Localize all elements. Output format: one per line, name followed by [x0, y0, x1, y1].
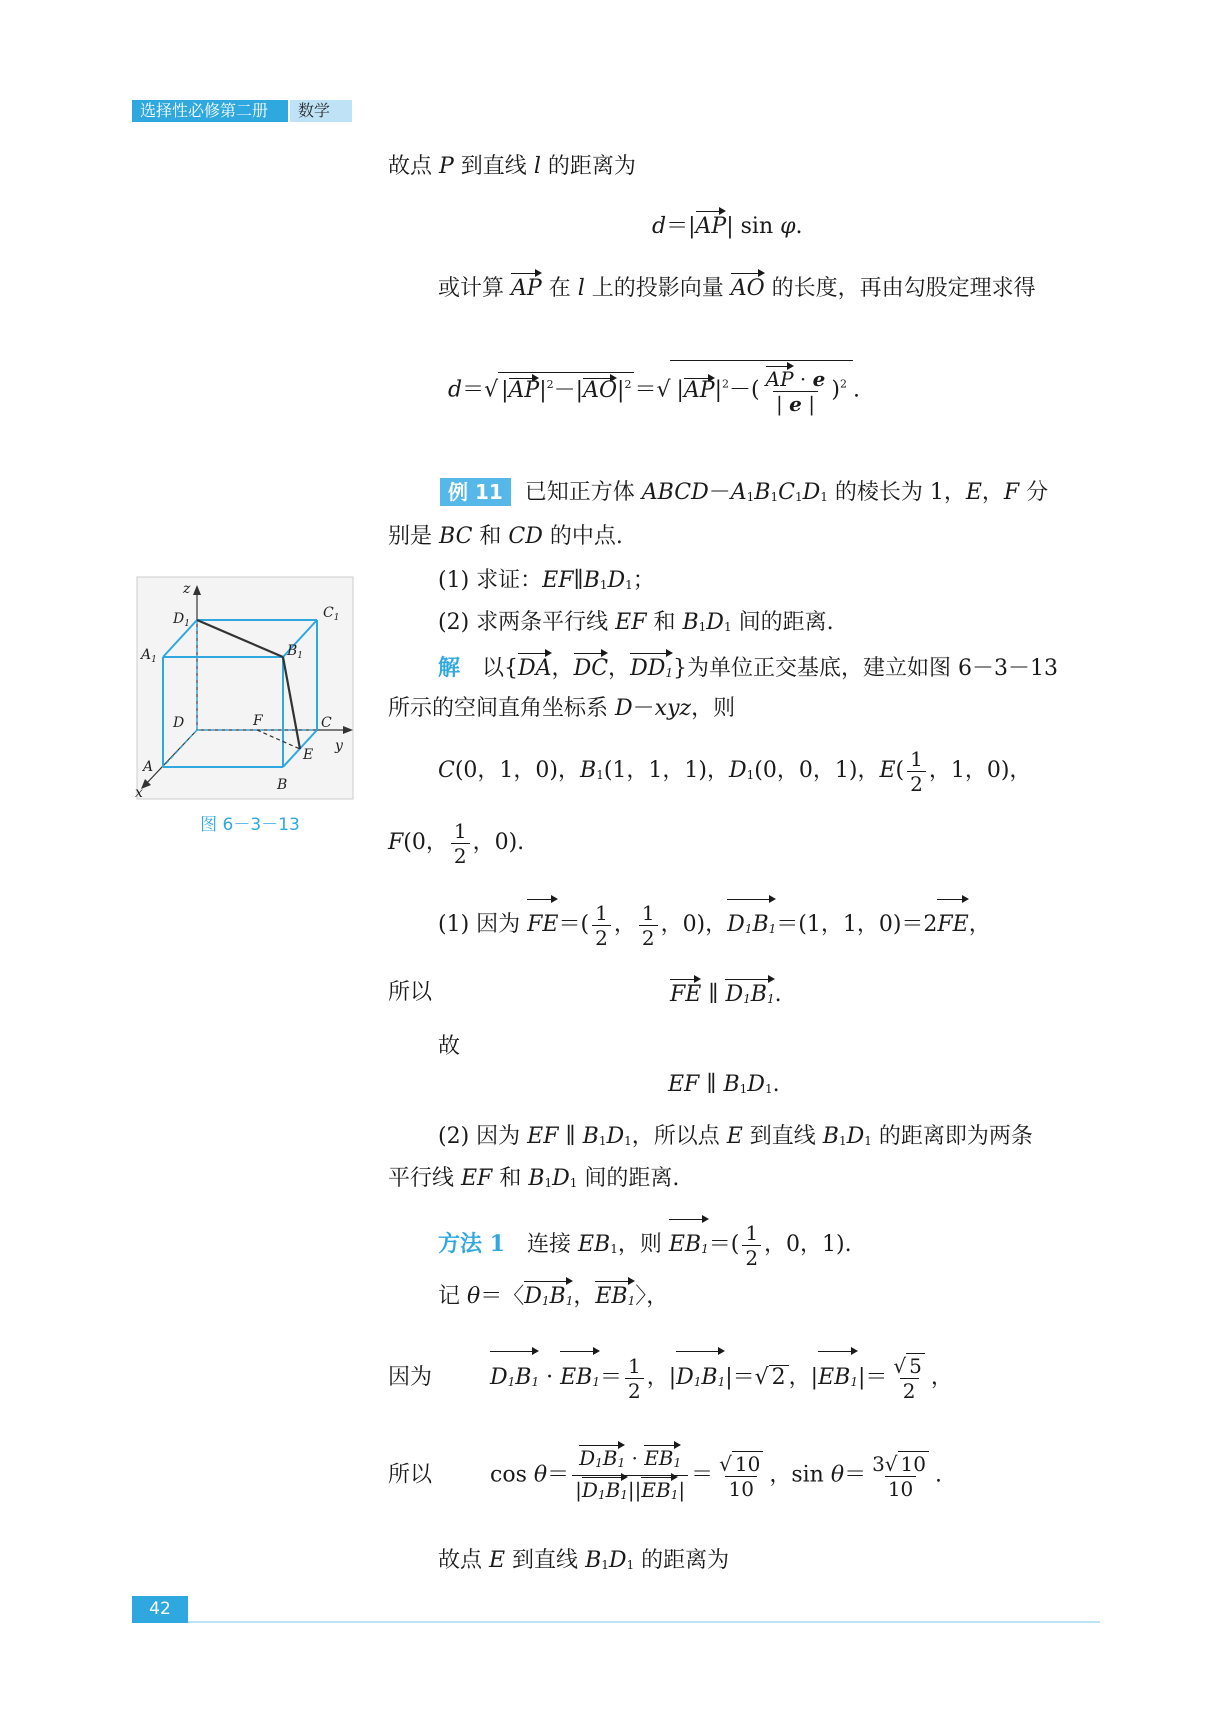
solution-line: 解 以{DA，DC，$DD_1$}为单位正交基底，建立如图 6－3－13: [438, 652, 1058, 688]
text-line: 平行线 EF 和 $B_1D_1$ 间的距离.: [388, 1166, 680, 1191]
formula-d-sqrt: d＝√ $|AP|^2-|AO|^2$ ＝√ $|AP|^2-$( $\frac{AP \cdot e}{| e |}$ )$^2$ .: [448, 360, 860, 420]
example-badge: 例 11: [440, 478, 511, 506]
text-line: 所示的空间直角坐标系 D－xyz，则: [388, 696, 736, 721]
figure-caption: 图 6－3－13: [200, 815, 300, 835]
theta-def: 记 θ＝〈$D_1B_1$，$EB_1$〉，: [438, 1280, 668, 1316]
label-c: C: [321, 715, 332, 731]
coordinates-line: F(0， $\frac{1}{2}$ ，0).: [388, 818, 525, 868]
text-line: 故: [438, 1034, 461, 1059]
dot-product-line: 因为 $D_1B_1 \cdot EB_1=$ $\frac{1}{2}$ ，$|D_1B_1|=√$ 2 ，$|EB_1|=$ $\frac{√ 5}{2}$ ，: [388, 1350, 953, 1408]
cube-figure: [135, 575, 355, 805]
solution-label: 解: [438, 655, 461, 681]
text-line: 或计算 AP 在 l 上的投影向量 AO 的长度，再由勾股定理求得: [438, 272, 1036, 304]
text-line: 故点 P 到直线 l 的距离为: [388, 154, 636, 179]
label-z: z: [183, 581, 191, 597]
formula-parallel-vec: FE ∥ $D_1B_1$.: [670, 978, 782, 1014]
label-d1: $D_1$: [173, 611, 190, 629]
label-y: y: [335, 738, 343, 754]
footer-rule: [188, 1621, 1100, 1623]
formula-parallel: EF ∥ $B_1D_1$.: [668, 1072, 780, 1097]
label-b: B: [277, 777, 288, 793]
part1-line: (1) 因为 FE＝( $\frac{1}{2}$ ， $\frac{1}{2}$ ，0)，$D_1B_1=(1$，1，0)＝2FE，: [438, 898, 991, 954]
page-header: [132, 100, 352, 122]
part2-line: (2) 因为 EF ∥ $B_1D_1$，所以点 E 到直线 $B_1D_1$ 的距离即为两条: [438, 1124, 1033, 1149]
page-number: 42: [132, 1596, 188, 1623]
cos-sin-line: 所以 cos θ＝ $\frac{D_1B_1 \cdot EB_1}{|D_1B_1||EB_1|}$ ＝ $\frac{√ 10}{10}$ ，sin θ＝ $\frac{3√ 10}{10}$ .: [388, 1444, 942, 1507]
label-a: A: [143, 759, 154, 775]
label-c1: $C_1$: [323, 605, 340, 623]
question-1: (1) 求证：$EF\parallel B_1D_1$；: [438, 568, 655, 593]
label-e: E: [303, 747, 314, 763]
label-b1: $B_1$: [287, 643, 304, 661]
method1-label: 方法 1: [438, 1231, 505, 1257]
method1-line: 方法 1 连接 $EB_1$，则 $EB_1=$( $\frac{1}{2}$ ，0，1).: [438, 1218, 852, 1274]
label-x: x: [135, 785, 143, 801]
example-statement: 例 11 已知正方体 $ABCD-A_1B_1C_1D_1$ 的棱长为 1，E，F 分: [440, 478, 1048, 512]
coordinates-line: C(0，1，0)，$B_1(1$，1，1)，$D_1(0$，0，1)，E( $\frac{1}{2}$ ，1，0)，: [438, 746, 1032, 796]
label-f: F: [253, 713, 263, 729]
text-line: 故点 E 到直线 $B_1D_1$ 的距离为: [438, 1548, 730, 1573]
book-title: 选择性必修第二册: [132, 100, 288, 122]
text-line: 别是 BC 和 CD 的中点.: [388, 524, 623, 549]
label-a1: $A_1$: [141, 647, 157, 665]
formula-d-sin: d＝|AP| sin φ.: [652, 210, 803, 242]
question-2: (2) 求两条平行线 EF 和 $B_1D_1$ 间的距离.: [438, 610, 834, 635]
text-line: 所以: [388, 980, 433, 1005]
subject-label: 数学: [290, 100, 352, 122]
label-d: D: [173, 715, 185, 731]
